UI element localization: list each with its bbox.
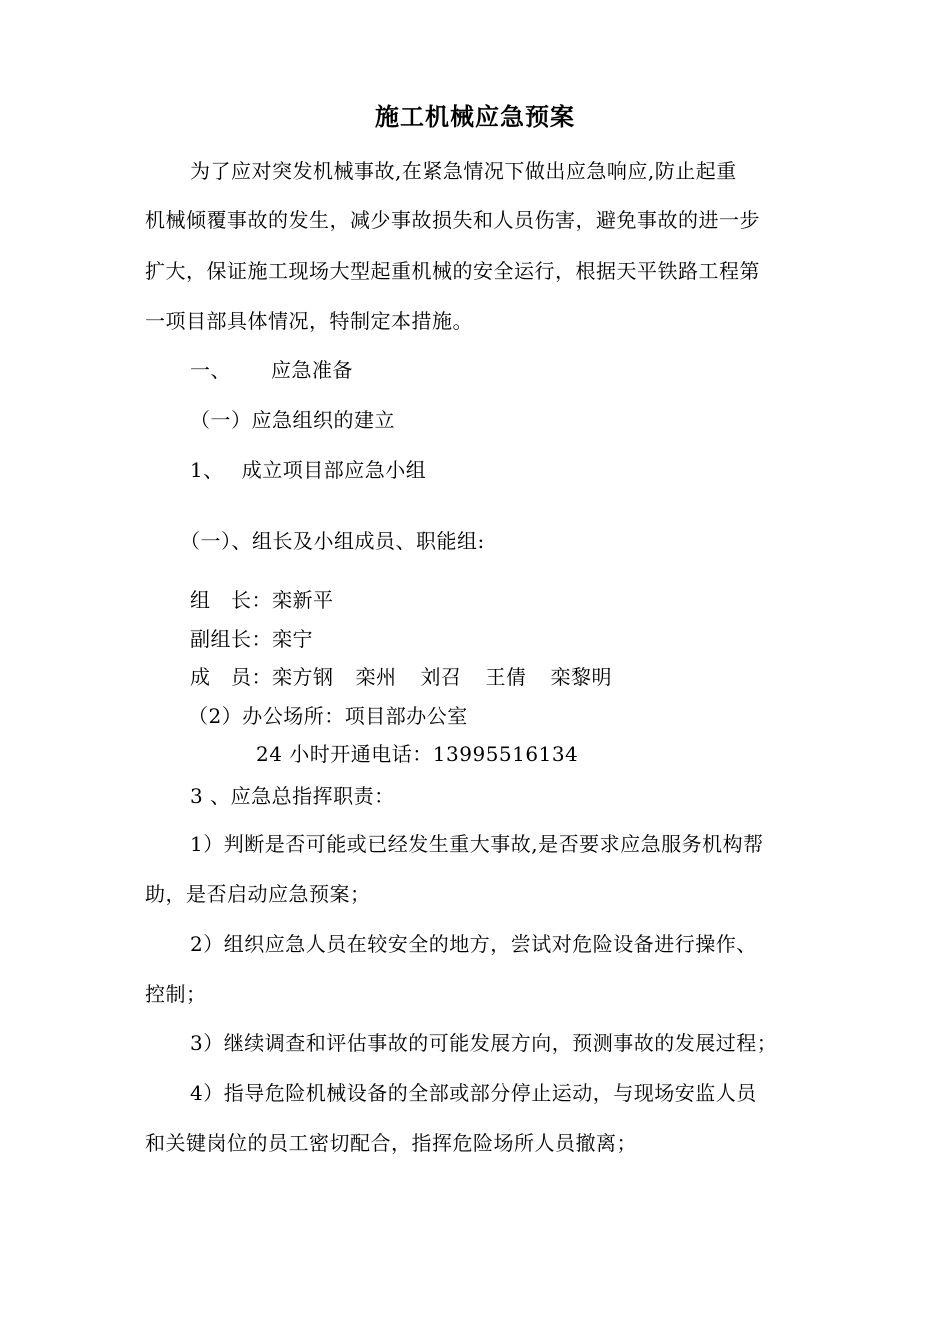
deputy-row bbox=[190, 625, 313, 653]
group-heading: （一）、组长及小组成员、职能组: bbox=[180, 529, 485, 553]
member-name: 栾黎明 bbox=[550, 665, 612, 689]
members-row bbox=[190, 663, 612, 691]
office-location: （2）办公场所：项目部办公室 bbox=[188, 704, 468, 728]
duty-line: 助，是否启动应急预案； bbox=[145, 882, 371, 906]
document-title: 施工机械应急预案 bbox=[375, 102, 575, 131]
members-label: 成 员： bbox=[190, 665, 272, 689]
deputy-label: 副组长： bbox=[190, 627, 272, 651]
item-heading-1 bbox=[190, 456, 426, 484]
member-name: 刘召 bbox=[420, 665, 462, 689]
leader-name: 栾新平 bbox=[272, 588, 334, 612]
duty-line: 控制； bbox=[145, 982, 207, 1006]
item-title: 成立项目部应急小组 bbox=[241, 458, 427, 482]
intro-line-1: 为了应对突发机械事故,在紧急情况下做出应急响应,防止起重 bbox=[190, 159, 737, 183]
section-title: 应急准备 bbox=[271, 358, 353, 382]
hotline: 24 小时开通电话：13995516134 bbox=[256, 742, 579, 766]
intro-line-4: 一项目部具体情况，特制定本措施。 bbox=[145, 309, 473, 333]
member-name: 栾方钢 bbox=[272, 665, 334, 689]
duty-line: 和关键岗位的员工密切配合，指挥危险场所人员撤离； bbox=[145, 1131, 637, 1155]
section-heading-1 bbox=[190, 356, 353, 384]
duty-heading: 3 、应急总指挥职责： bbox=[190, 784, 395, 808]
intro-line-2: 机械倾覆事故的发生，减少事故损失和人员伤害，避免事故的进一步 bbox=[145, 208, 760, 232]
duty-line: 1）判断是否可能或已经发生重大事故,是否要求应急服务机构帮 bbox=[190, 832, 764, 856]
member-name: 栾州 bbox=[355, 665, 397, 689]
deputy-name: 栾宁 bbox=[272, 627, 313, 651]
member-name: 王倩 bbox=[485, 665, 527, 689]
item-number: 1、 bbox=[190, 458, 224, 482]
duty-line: 4）指导危险机械设备的全部或部分停止运动，与现场安监人员 bbox=[190, 1081, 757, 1105]
duty-line: 3）继续调查和评估事故的可能发展方向，预测事故的发展过程； bbox=[190, 1031, 778, 1055]
section-number: 一、 bbox=[190, 358, 231, 382]
subsection-heading: （一）应急组织的建立 bbox=[190, 408, 395, 432]
leader-row bbox=[190, 586, 334, 614]
duty-line: 2）组织应急人员在较安全的地方，尝试对危险设备进行操作、 bbox=[190, 932, 757, 956]
leader-label: 组 长： bbox=[190, 588, 272, 612]
intro-line-3: 扩大，保证施工现场大型起重机械的安全运行，根据天平铁路工程第 bbox=[145, 259, 760, 283]
